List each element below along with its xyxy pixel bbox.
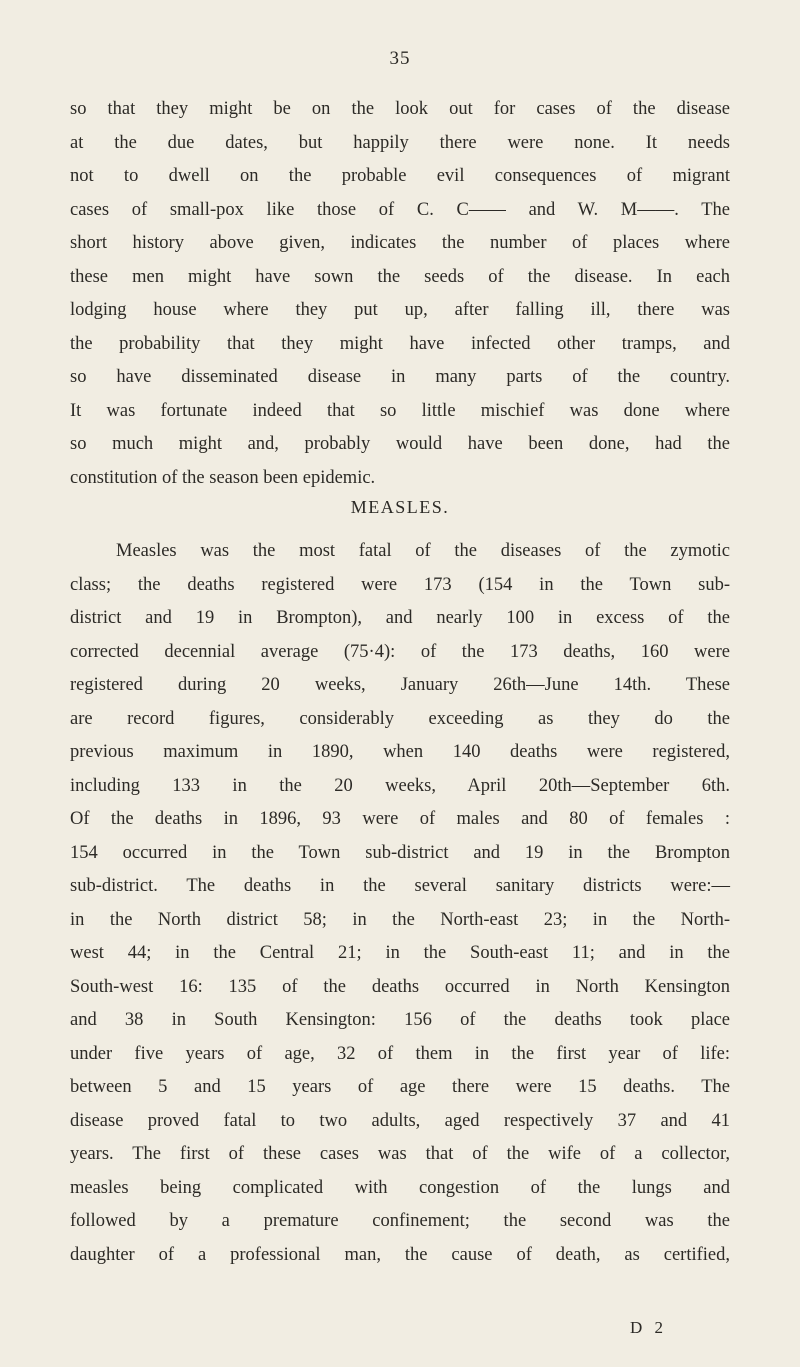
text-line: corrected decennial average (75·4): of the 173 deaths, 160 were	[70, 641, 730, 662]
text-line: between 5 and 15 years of age there were 15 deaths. The	[70, 1077, 730, 1097]
text-line: class; the deaths registered were 173 (154 in the Town sub-	[70, 574, 730, 595]
text-line: followed by a premature confinement; the second was the	[70, 1211, 730, 1231]
text-line: Of the deaths in 1896, 93 were of males and 80 of females :	[70, 809, 730, 829]
text-line: previous maximum in 1890, when 140 deaths were registered,	[70, 742, 730, 762]
text-line: lodging house where they put up, after falling ill, there was	[70, 300, 730, 320]
text-line: west 44; in the Central 21; in the South-east 11; and in the	[70, 943, 730, 963]
text-line: these men might have sown the seeds of the disease. In each	[70, 266, 730, 287]
text-line: in the North district 58; in the North-east 23; in the North-	[70, 909, 730, 930]
paragraph-smallpox-conclusion	[70, 93, 730, 495]
paragraph-measles	[70, 535, 730, 1272]
text-line: sub-district. The deaths in the several sanitary districts were:—	[70, 876, 730, 896]
text-line: measles being complicated with congestion of the lungs and	[70, 1177, 730, 1198]
text-line: years. The first of these cases was that of the wife of a collector,	[70, 1144, 730, 1164]
page-number: 35	[389, 48, 411, 69]
text-line: Measles was the most fatal of the diseases of the zymotic	[116, 541, 730, 561]
signature-mark: D 2	[630, 1318, 668, 1337]
text-line: are record figures, considerably exceeding as they do the	[70, 708, 730, 729]
text-line: including 133 in the 20 weeks, April 20th—September 6th.	[70, 775, 730, 796]
text-line: constitution of the season been epidemic.	[70, 467, 376, 488]
text-line: not to dwell on the probable evil consequences of migrant	[70, 166, 730, 186]
text-line: cases of small-pox like those of C. C—— and W. M——. The	[70, 199, 730, 220]
text-line: registered during 20 weeks, January 26th—June 14th. These	[70, 675, 730, 695]
text-line: so that they might be on the look out for cases of the disease	[70, 99, 730, 119]
text-line: short history above given, indicates the number of places where	[70, 233, 730, 253]
text-line: 154 occurred in the Town sub-district and 19 in the Brompton	[70, 842, 730, 863]
text-line: daughter of a professional man, the cause of death, as certified,	[70, 1244, 730, 1265]
text-line: at the due dates, but happily there were none. It needs	[70, 132, 730, 153]
text-line: the probability that they might have infected other tramps, and	[70, 333, 730, 354]
text-line: and 38 in South Kensington: 156 of the deaths took place	[70, 1010, 730, 1030]
section-heading-measles: MEASLES.	[350, 497, 450, 517]
text-line: under five years of age, 32 of them in the first year of life:	[70, 1043, 730, 1064]
text-line: so much might and, probably would have been done, had the	[70, 434, 730, 454]
text-line: district and 19 in Brompton), and nearly 100 in excess of the	[70, 608, 730, 628]
text-line: so have disseminated disease in many parts of the country.	[70, 367, 730, 387]
text-line: disease proved fatal to two adults, aged respectively 37 and 41	[70, 1110, 730, 1131]
text-line: South-west 16: 135 of the deaths occurred in North Kensington	[70, 976, 730, 997]
text-line: It was fortunate indeed that so little mischief was done where	[70, 400, 730, 421]
